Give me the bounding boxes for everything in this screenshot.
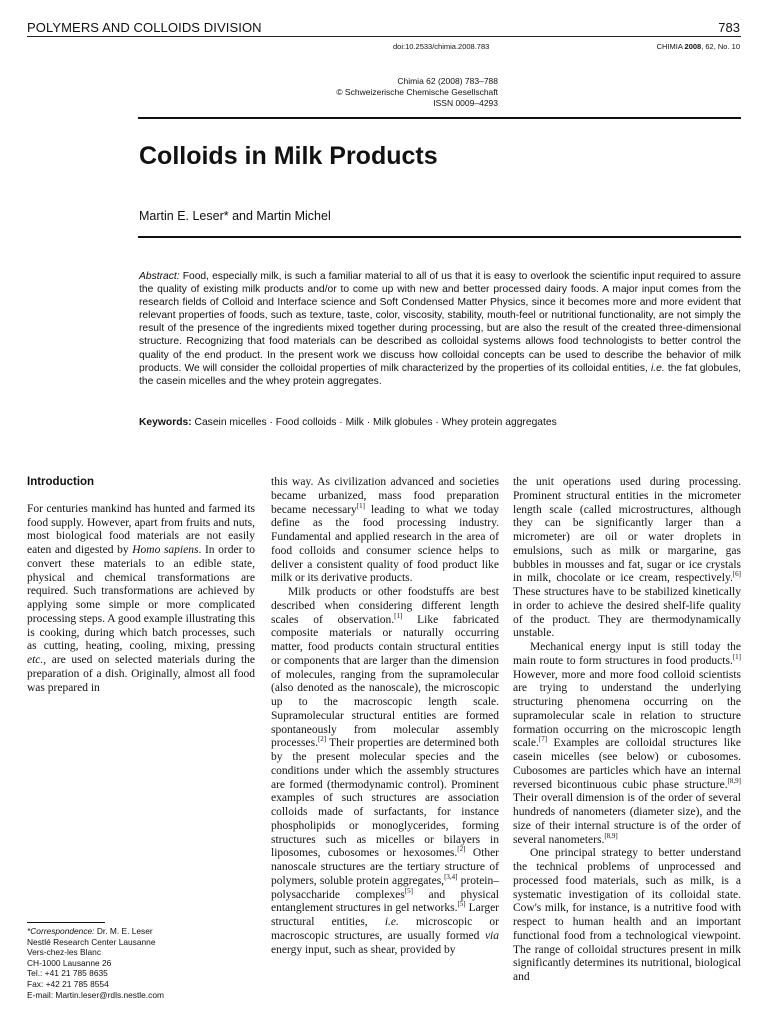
copyright-line: © Schweizerische Chemische Gesellschaft bbox=[336, 87, 498, 97]
section-heading-introduction: Introduction bbox=[27, 476, 95, 488]
article-authors: Martin E. Leser* and Martin Michel bbox=[139, 209, 331, 223]
paragraph: For centuries mankind has hunted and farmed its food supply. However, apart from fruits and nuts, most biological food materials are not easily eaten and digested by Homo sapiens. In order to convert these materials to an edible state, physical and chemical transformations are required. Such transformations are achieved by applying some simple or more complicated processing steps. A good example illustrating this is cooking, during which batch processes, such as cutting, heating, cooling, mixing, pressing etc., are used on selected materials during the preparation of a dish. Originally, almost all food was prepared in bbox=[27, 502, 255, 694]
citation-line: Chimia 62 (2008) 783–788 bbox=[397, 76, 498, 86]
issn-line: ISSN 0009–4293 bbox=[433, 98, 498, 108]
footnote-email: E-mail: Martin.leser@rdls.nestle.com bbox=[27, 989, 164, 1000]
keywords-label: Keywords: bbox=[139, 417, 192, 428]
title-top-rule bbox=[138, 117, 741, 119]
body-column-1 bbox=[27, 476, 255, 695]
footnote-rule bbox=[27, 922, 105, 923]
article-title: Colloids in Milk Products bbox=[139, 142, 438, 170]
footnote-line: *Correspondence: Dr. M. E. Leser bbox=[27, 926, 153, 936]
footnote-line: CH-1000 Lausanne 26 bbox=[27, 957, 112, 968]
body-column-2 bbox=[271, 476, 499, 957]
abstract-label: Abstract: bbox=[139, 271, 180, 282]
paragraph: the unit operations used during processing. Prominent structural entities in the micrometer length scale (called microstructures, although they can be significantly larger than a micrometer) are oil or water droplets in emulsions, such as milk or margarine, gas bubbles in mousses and fat, sugar or ice crystals in milk, chocolate or ice cream, respectively.[6] These structures have to be stabilized kinetically in order to achieve the desired shelf-life quality of the product. They are thermodynamically unstable. bbox=[513, 476, 741, 640]
paragraph: One principal strategy to better understand the technical problems of unprocessed and processed food materials, such as milk, is a systematic investigation of its colloidal state. Cow's milk, for instance, is a nutritive food with respect to human health and an important functional food from a technological viewpoint. The range of colloidal structures present in milk significantly determines its nutritional, biological and bbox=[513, 847, 741, 983]
footnote-line: Fax: +42 21 785 8554 bbox=[27, 978, 109, 989]
doi: doi:10.2533/chimia.2008.783 bbox=[393, 42, 490, 51]
footnote-line: Nestlé Research Center Lausanne bbox=[27, 936, 156, 947]
keywords: Keywords: Casein micelles · Food colloids · Milk · Milk globules · Whey protein aggregates bbox=[139, 417, 557, 428]
running-header-section: POLYMERS AND COLLOIDS DIVISION bbox=[27, 20, 262, 35]
journal-reference: CHIMIA 2008, 62, No. 10 bbox=[656, 42, 740, 51]
citation-block bbox=[336, 76, 498, 109]
paragraph: Milk products or other foodstuffs are best described when considering different length scales of observation.[1] Like fabricated composite materials or naturally occurring matter, food products contain structural entities or components that are larger than the dimension of molecules, ranging from the supramolecular (also denoted as the nanoscale), the microscopic up to the macroscopic length scale. Supramolecular structural entities are formed spontaneously from molecular assembly processes.[2] Their properties are determined both by the present molecular species and the conditions under which the assembly structures are formed (thermodynamic control). Prominent examples of such structures are association colloids made of surfactants, for instance phospholipids or monoglycerides, forming structures such as micelles or bilayers in liposomes, cubosomes or hexosomes.[2] Other nanoscale structures are the tertiary structure of polymers, soluble protein aggregates,[3,4] protein–polysaccharide complexes[5] and physical entanglement structures in gel networks.[5] Larger structural entities, i.e. microscopic or macroscopic structures, are usually formed via energy input, such as shear, provided by bbox=[271, 586, 500, 956]
paragraph: Mechanical energy input is still today the main route to form structures in food products.[1] However, more and more food colloid scientists are trying to understand the underlying structuring phenomena occurring on the supramolecular scale in relation to structure formation occurring on the microscopic length scale.[7] Examples are colloidal structures like casein micelles (see below) or cubosomes. Cubosomes are particles which have an internal reversed bicontinuous cubic phase structure.[8,9] Their overall dimension is of the order of several hundreds of nanometers (diameter size), and the size of their internal structure is of the order of several nanometers.[8,9] bbox=[513, 641, 741, 846]
footnote-line: Vers-chez-les Blanc bbox=[27, 947, 102, 958]
body-column-3 bbox=[513, 476, 741, 985]
correspondence-footnote bbox=[27, 926, 164, 1000]
abstract: Abstract: Food, especially milk, is such a familiar material to all of us that it is easy to overlook the scientific input required to assure the quality of existing milk products and/or to come up with new and better processed dairy foods. A major input comes from the research fields of Colloid and Interface science and Soft Condensed Matter Physics, since it becomes more and more evident that relevant properties of foods, such as texture, taste, color, viscosity, stability, mouth-feel or nutritional functionality, are not simply the result of the presence of the ingredients mixed together during processing, but are also the result of the created three-dimensional structure. Recognizing that food materials can be described as colloidal systems allows food technologists to better control the quality of the end product. In the present work we discuss how colloidal concepts can be used to describe the behavior of milk products. We will consider the colloidal properties of milk characterized by the properties of its colloidal entities, i.e. the fat globules, the casein micelles and the whey protein aggregates. bbox=[139, 271, 742, 387]
header-divider bbox=[27, 36, 741, 37]
title-bottom-rule bbox=[138, 236, 741, 238]
page-number: 783 bbox=[718, 20, 740, 35]
footnote-line: Tel.: +41 21 785 8635 bbox=[27, 968, 108, 979]
paragraph: this way. As civilization advanced and societies became urbanized, mass food preparation became necessary[1] leading to what we today define as the food processing industry. Fundamental and applied research in the area of food colloids and consumer science helps to deliver a consistent quality of food product like milk or its derivative products. bbox=[271, 476, 499, 585]
